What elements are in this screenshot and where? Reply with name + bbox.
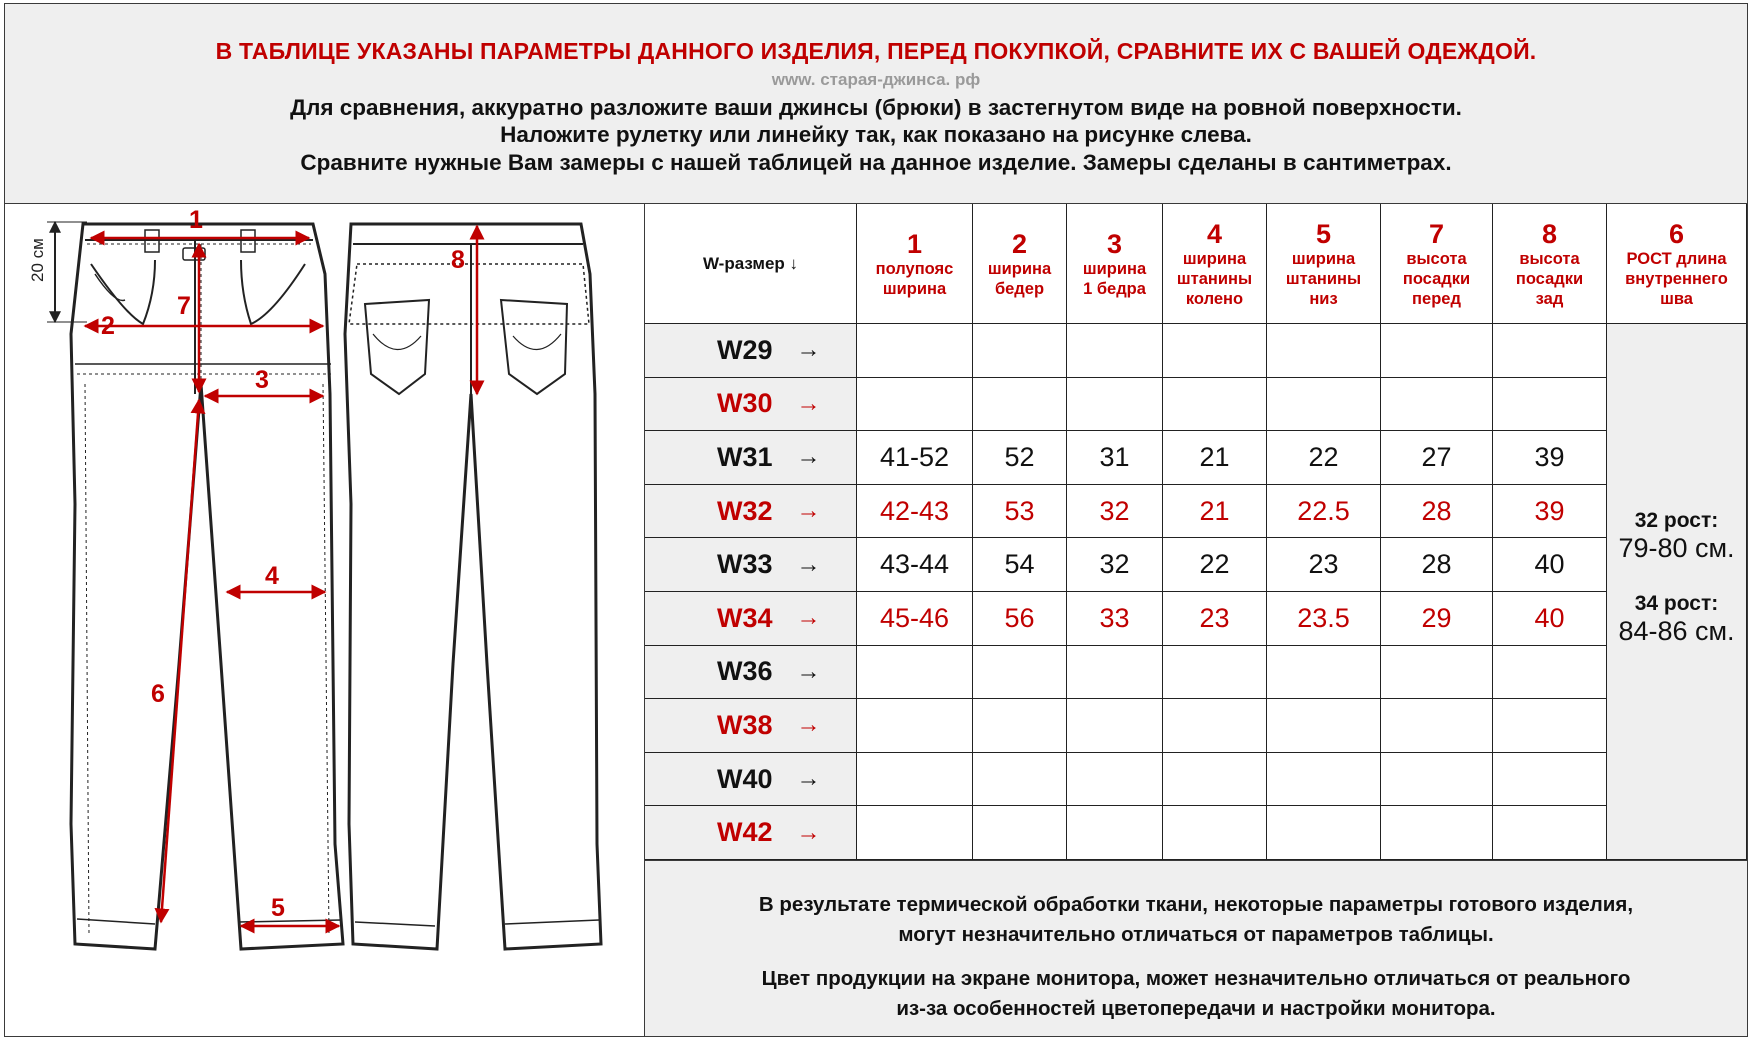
arrow-right-icon: → [796, 389, 821, 417]
column-label: перед [1412, 289, 1461, 308]
table-cell [1493, 806, 1607, 860]
table-cell: 31 [1067, 431, 1163, 485]
column-label: посадки [1402, 269, 1471, 288]
column-label: ширина [882, 279, 947, 298]
table-cell [1493, 699, 1607, 753]
column-label: высота [1406, 249, 1467, 268]
table-cell [1067, 753, 1163, 807]
table-cell: 43-44 [857, 538, 973, 592]
arrow-right-icon: → [796, 497, 821, 525]
arrow-right-icon: → [796, 336, 821, 364]
table-cell: 23 [1267, 538, 1381, 592]
table-cell [857, 806, 973, 860]
table-cell [1067, 646, 1163, 700]
table-cell [1381, 646, 1493, 700]
table-cell [857, 699, 973, 753]
column-label: полупояс [875, 259, 954, 278]
height-h34-value: 84-86 см. [1618, 615, 1735, 646]
jeans-illustration [5, 204, 645, 1036]
column-label: колено [1185, 289, 1244, 308]
table-cell [1493, 753, 1607, 807]
table-cell [857, 324, 973, 378]
table-cell: 23 [1163, 592, 1267, 646]
size-row-label [645, 753, 857, 807]
table-cell: 42-43 [857, 485, 973, 539]
marker-5: 5 [271, 894, 285, 922]
marker-4: 4 [265, 562, 279, 590]
height-h32-label: 32 рост: [1634, 508, 1719, 532]
footer-note-1a: В результате термической обработки ткани, некоторые параметры готового изделия, [758, 893, 1634, 916]
table-cell: 56 [973, 592, 1067, 646]
arrow-right-icon: → [796, 711, 821, 739]
instruction-line-1: Для сравнения, аккуратно разложите ваши джинсы (брюки) в застегнутом виде на ровной поверхности. [290, 95, 1462, 120]
table-cell [1381, 806, 1493, 860]
column-label: ширина [987, 259, 1052, 278]
column-number: 5 [1315, 218, 1332, 249]
table-cell [1267, 806, 1381, 860]
instruction-line-2: Наложите рулетку или линейку так, как показано на рисунке слева. [500, 122, 1252, 147]
size-row-label [645, 538, 857, 592]
table-cell: 28 [1381, 485, 1493, 539]
size-row-label [645, 806, 857, 860]
table-cell [1067, 806, 1163, 860]
arrow-right-icon: → [796, 604, 821, 632]
table-cell [1381, 699, 1493, 753]
size-name: W30 [717, 388, 773, 419]
table-cell [1163, 753, 1267, 807]
column-label: высота [1519, 249, 1580, 268]
table-cell [1163, 324, 1267, 378]
table-cell: 52 [973, 431, 1067, 485]
size-row-label [645, 324, 857, 378]
column-number: 3 [1106, 228, 1122, 259]
table-cell [1267, 378, 1381, 432]
size-name: W42 [717, 817, 773, 848]
table-cell [1381, 753, 1493, 807]
table-cell: 33 [1067, 592, 1163, 646]
table-cell [973, 324, 1067, 378]
table-cell: 54 [973, 538, 1067, 592]
height-inseam-cell [1607, 324, 1747, 860]
size-name: W29 [717, 334, 773, 365]
back-view [345, 224, 601, 949]
table-cell: 32 [1067, 538, 1163, 592]
column-label: бедер [994, 279, 1045, 298]
table-cell [1067, 699, 1163, 753]
table-cell: 22 [1267, 431, 1381, 485]
column-header-5 [1267, 204, 1381, 324]
table-cell [1163, 699, 1267, 753]
column-label: ширина [1182, 249, 1247, 268]
footer-note-2a: Цвет продукции на экране монитора, может незначительно отличаться от реального [761, 967, 1631, 990]
header-panel [5, 4, 1747, 204]
table-cell: 45-46 [857, 592, 973, 646]
column-number: 7 [1428, 218, 1444, 249]
table-cell [973, 378, 1067, 432]
size-row-label [645, 699, 857, 753]
size-name: W33 [717, 549, 773, 580]
height-h32-value: 79-80 см. [1618, 532, 1735, 563]
size-name: W31 [717, 441, 773, 472]
footer-note-2b: из-за особенностей цветопередачи и настройки монитора. [896, 997, 1496, 1020]
table-cell [1267, 324, 1381, 378]
size-row-label [645, 378, 857, 432]
size-row-label [645, 431, 857, 485]
table-cell [973, 753, 1067, 807]
table-cell [1163, 806, 1267, 860]
column-header-4 [1163, 204, 1267, 324]
table-cell: 29 [1381, 592, 1493, 646]
jeans-measurement-drawing [5, 204, 645, 1036]
table-cell: 40 [1493, 538, 1607, 592]
table-cell [1381, 378, 1493, 432]
column-number: 8 [1541, 218, 1557, 249]
table-cell [973, 646, 1067, 700]
marker-2: 2 [101, 312, 115, 340]
table-cell: 40 [1493, 592, 1607, 646]
column-number: 4 [1206, 218, 1223, 249]
table-cell [1067, 324, 1163, 378]
table-cell [1267, 753, 1381, 807]
table-cell: 53 [973, 485, 1067, 539]
marker-3: 3 [255, 366, 269, 394]
column-label: шва [1660, 289, 1693, 308]
column-label: посадки [1515, 269, 1584, 288]
column-header-1 [857, 204, 973, 324]
size-name: W38 [717, 709, 773, 740]
size-row-label [645, 646, 857, 700]
size-name: W34 [717, 602, 773, 633]
table-cell: 22.5 [1267, 485, 1381, 539]
table-cell [973, 699, 1067, 753]
arrow-right-icon: → [796, 550, 821, 578]
column-number: 2 [1011, 228, 1027, 259]
table-cell: 27 [1381, 431, 1493, 485]
table-cell [857, 646, 973, 700]
size-header-label: W-размер ↓ [702, 253, 799, 273]
header-title: В ТАБЛИЦЕ УКАЗАНЫ ПАРАМЕТРЫ ДАННОГО ИЗДЕЛИЯ, ПЕРЕД ПОКУПКОЙ, СРАВНИТЕ ИХ С ВАШЕЙ ОДЕЖДОЙ. [215, 38, 1537, 64]
marker-6: 6 [151, 680, 165, 708]
column-label: зад [1535, 289, 1564, 308]
column-header-3 [1067, 204, 1163, 324]
table-cell: 22 [1163, 538, 1267, 592]
footer-note-1b: могут незначительно отличаться от параметров таблицы. [898, 923, 1494, 946]
column-number: 1 [906, 228, 923, 259]
table-cell: 41-52 [857, 431, 973, 485]
marker-8: 8 [451, 246, 465, 274]
size-row-label [645, 592, 857, 646]
column-header-2 [973, 204, 1067, 324]
table-cell: 28 [1381, 538, 1493, 592]
table-cell [973, 806, 1067, 860]
size-column-header [645, 204, 857, 324]
column-label: низ [1309, 289, 1338, 308]
size-table [645, 204, 1747, 860]
arrow-right-icon: → [796, 443, 821, 471]
site-url: www. старая-джинса. рф [771, 70, 981, 89]
table-cell: 21 [1163, 485, 1267, 539]
table-cell [1381, 324, 1493, 378]
table-cell [1163, 378, 1267, 432]
svg-text:20 см: 20 см [28, 238, 47, 282]
size-name: W36 [717, 656, 773, 687]
column-label: 1 бедра [1083, 279, 1146, 298]
table-cell: 32 [1067, 485, 1163, 539]
table-cell [1267, 699, 1381, 753]
size-row-label [645, 485, 857, 539]
table-cell [857, 378, 973, 432]
table-cell [1163, 646, 1267, 700]
table-cell: 39 [1493, 431, 1607, 485]
column-label: ширина [1291, 249, 1356, 268]
table-cell [857, 753, 973, 807]
table-cell [1493, 324, 1607, 378]
table-cell: 21 [1163, 431, 1267, 485]
size-name: W32 [717, 495, 773, 526]
marker-7: 7 [177, 292, 191, 320]
size-name: W40 [717, 763, 773, 794]
height-h34-label: 34 рост: [1634, 591, 1719, 615]
instruction-line-3: Сравните нужные Вам замеры с нашей таблицей на данное изделие. Замеры сделаны в сантиметрах. [300, 150, 1452, 175]
arrow-right-icon: → [796, 657, 821, 685]
table-cell [1067, 378, 1163, 432]
column-header-8 [1493, 204, 1607, 324]
arrow-right-icon: → [796, 765, 821, 793]
table-cell: 23.5 [1267, 592, 1381, 646]
column-header-7 [1381, 204, 1493, 324]
table-cell: 39 [1493, 485, 1607, 539]
column-label: внутреннего [1625, 269, 1728, 288]
table-cell [1493, 646, 1607, 700]
column-label: ширина [1082, 259, 1147, 278]
arrow-right-icon: → [796, 818, 821, 846]
column-label: штанины [1285, 269, 1362, 288]
table-cell [1267, 646, 1381, 700]
footer-notes [645, 860, 1747, 1036]
column-label: штанины [1176, 269, 1253, 288]
column-number: 6 [1668, 218, 1684, 249]
table-cell [1493, 378, 1607, 432]
size-chart-frame [4, 3, 1748, 1037]
marker-1: 1 [189, 206, 203, 234]
column-label: РОСТ длина [1626, 249, 1727, 268]
column-header-6 [1607, 204, 1747, 324]
